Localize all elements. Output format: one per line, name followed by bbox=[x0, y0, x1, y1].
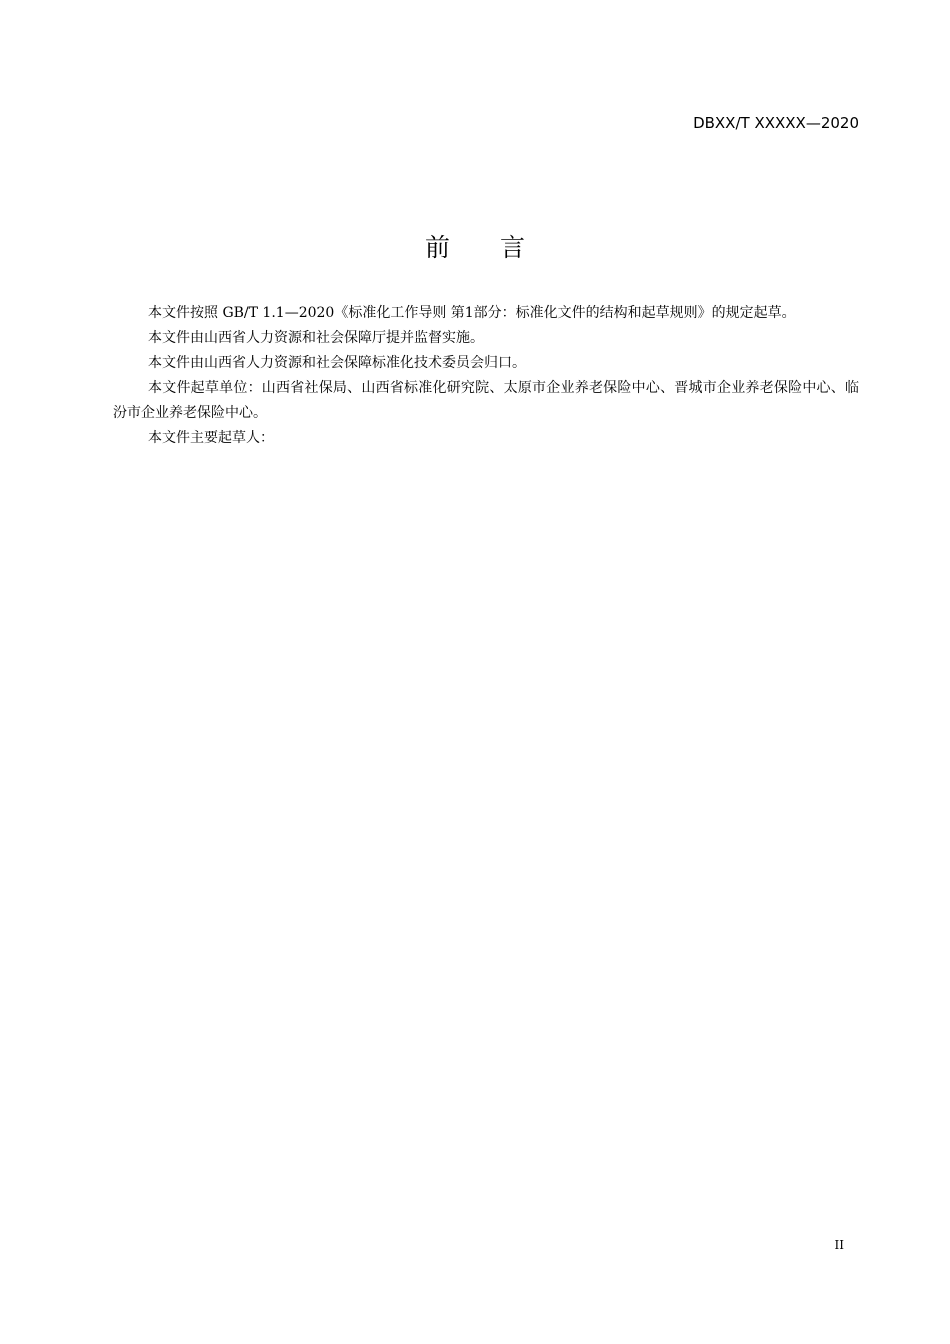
paragraph-drafting-basis: 本文件按照 GB/T 1.1—2020《标准化工作导则 第1部分：标准化文件的结构和起草规则》的规定起草。 bbox=[148, 305, 796, 321]
section-title bbox=[0, 231, 950, 265]
paragraph-technical-committee: 本文件由山西省人力资源和社会保障标准化技术委员会归口。 bbox=[148, 355, 526, 371]
page-number: II bbox=[834, 1238, 844, 1252]
paragraph-drafting-units: 本文件起草单位：山西省社保局、山西省标准化研究院、太原市企业养老保险中心、晋城市企业养老保险中心、临汾市企业养老保险中心。 bbox=[113, 380, 859, 421]
title-char-1: 前 bbox=[424, 232, 450, 262]
foreword-body bbox=[113, 301, 859, 451]
paragraph-proposer: 本文件由山西省人力资源和社会保障厅提并监督实施。 bbox=[148, 330, 484, 346]
title-char-2: 言 bbox=[500, 232, 526, 262]
document-code: DBXX/T XXXXX—2020 bbox=[693, 114, 859, 132]
paragraph-main-drafters: 本文件主要起草人： bbox=[148, 430, 274, 446]
